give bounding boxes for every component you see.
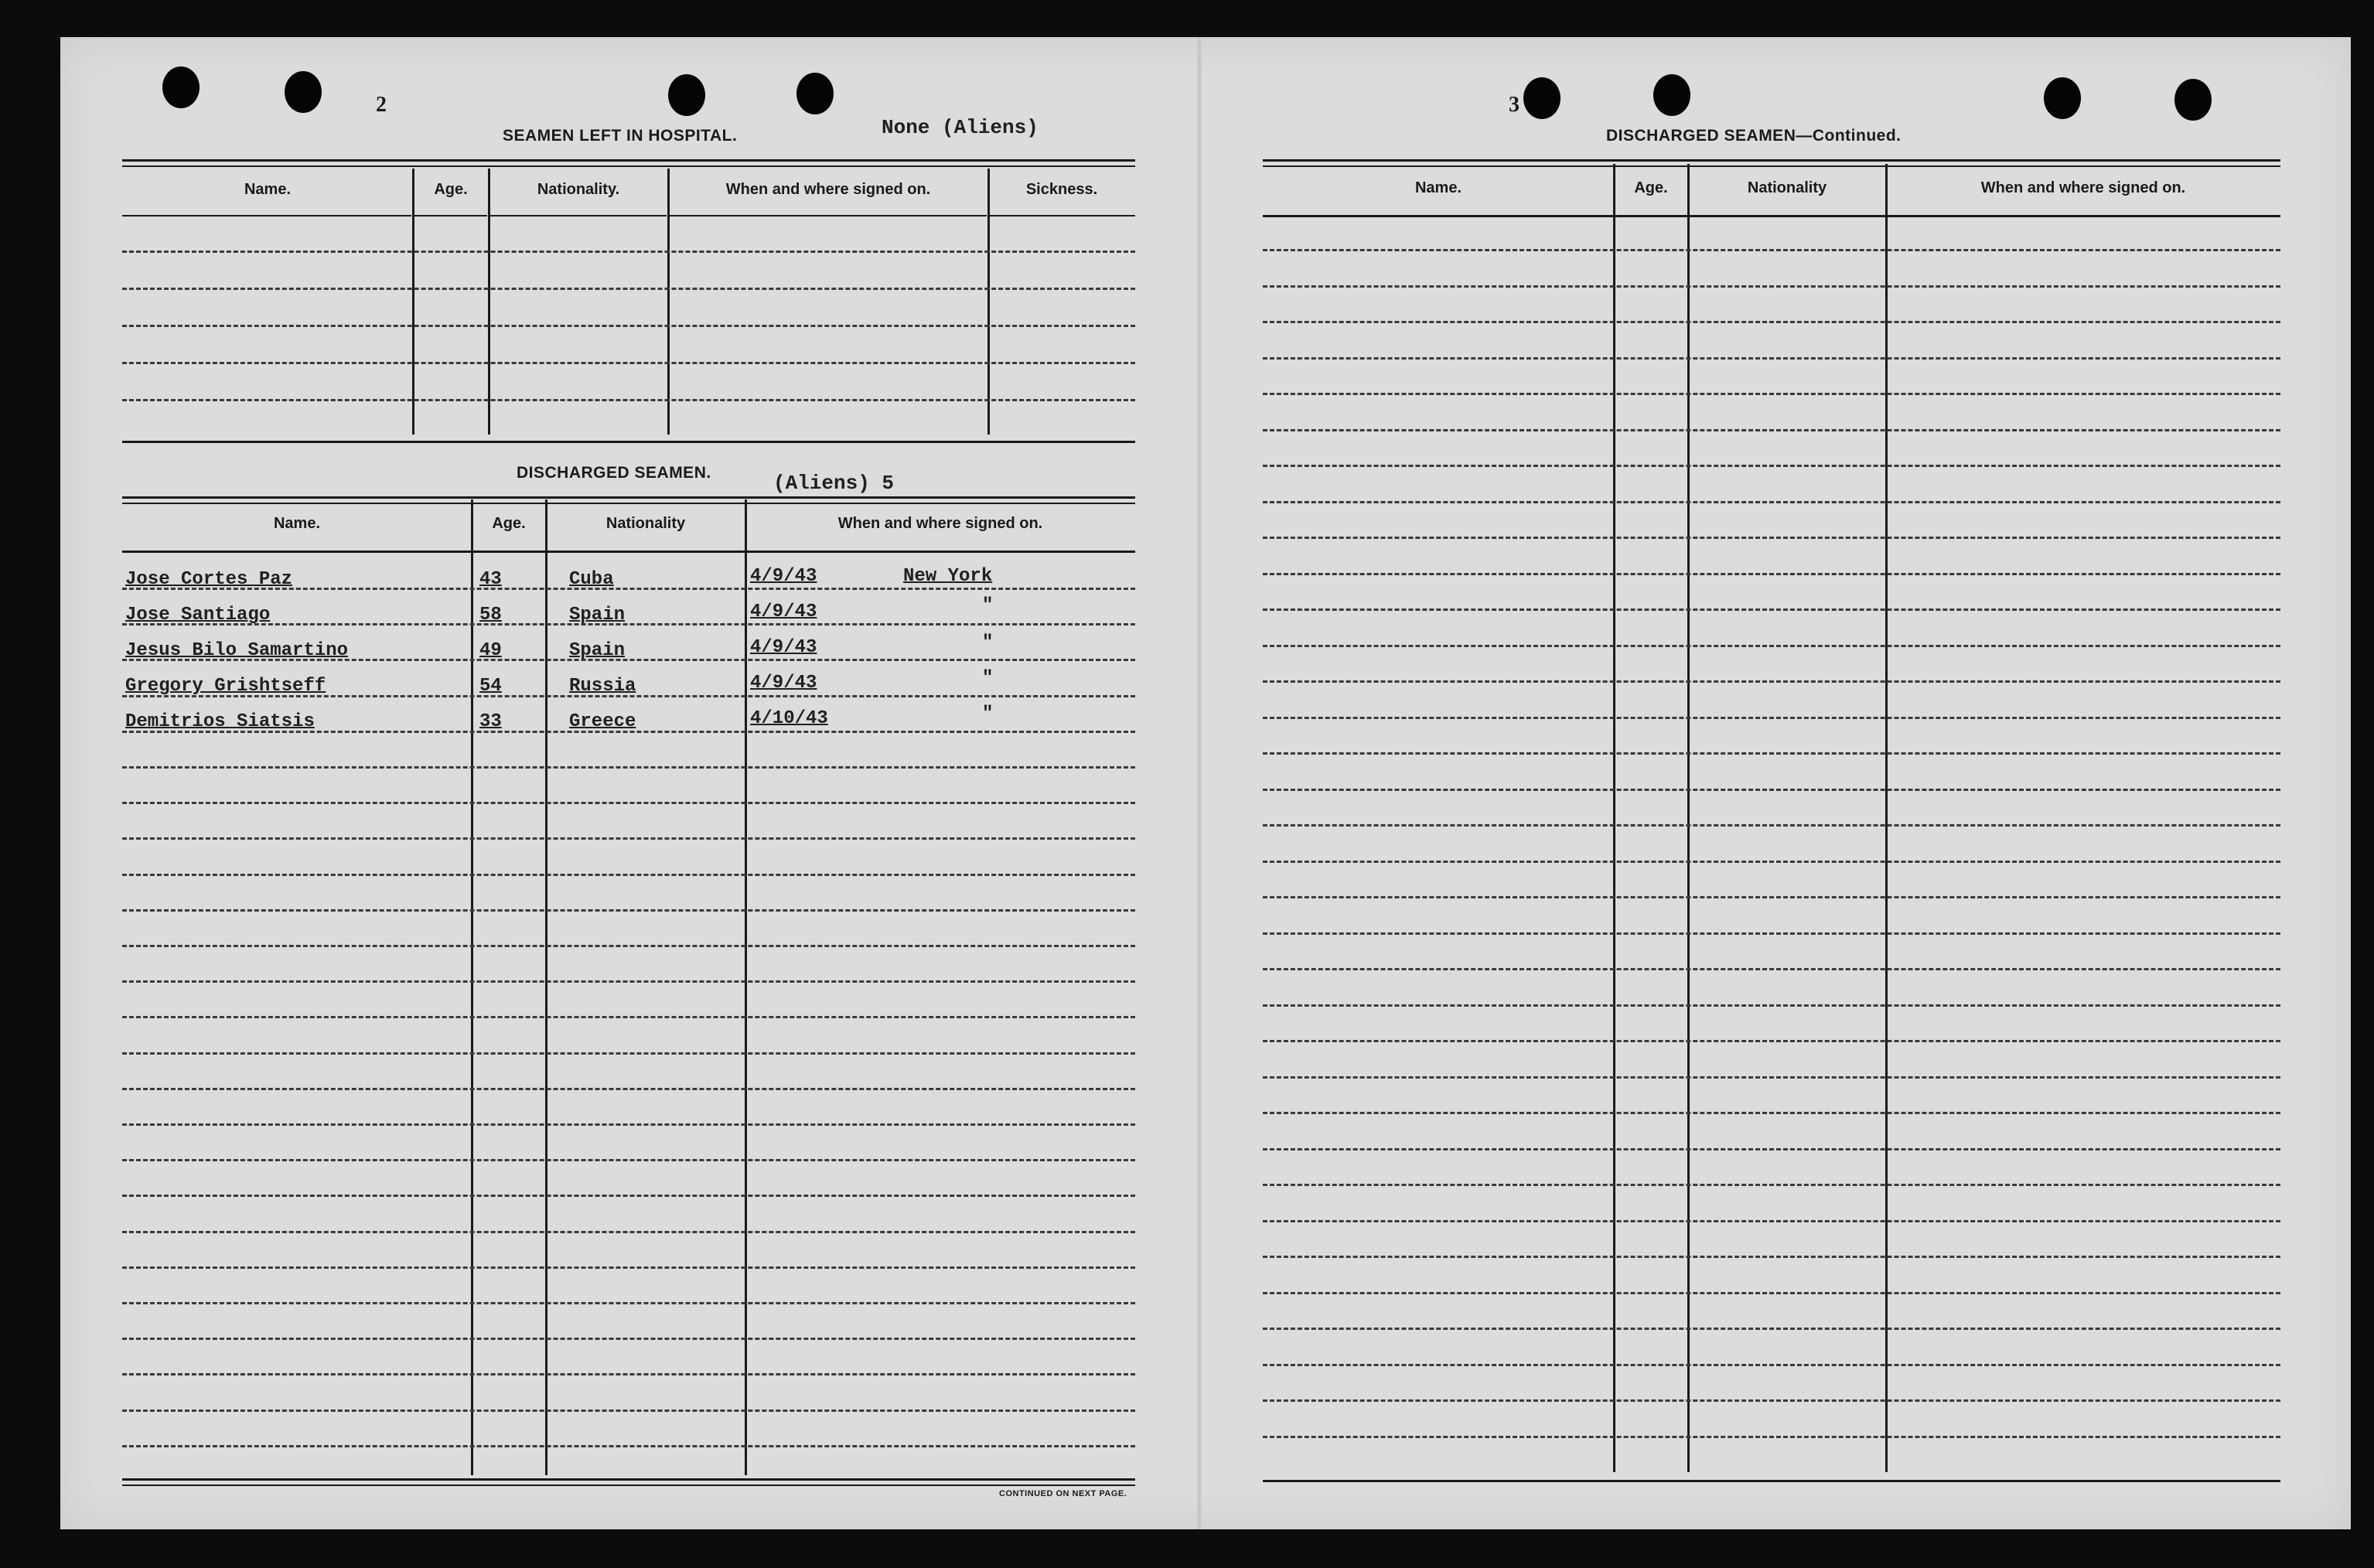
entry-line [122,1195,1135,1197]
right-page [1263,37,2280,1529]
entry-line [122,802,1135,804]
entry-line [122,1231,1135,1233]
entry-line [122,766,1135,769]
entry-nationality: Spain [569,605,626,625]
page-fold [1197,37,1202,1529]
entry-nationality: Greece [569,711,636,732]
entry-line [1263,1328,2280,1330]
entry-line [1263,1220,2280,1222]
entry-line [1263,1112,2280,1114]
col-header-nationality: Nationality [605,515,686,532]
entry-line [1263,896,2280,898]
entry-line [1263,1256,2280,1258]
entry-place: " [982,632,994,653]
hospital-table-bottom-rule [122,441,1135,443]
col-header-signed-on: When and where signed on. [837,515,1043,532]
entry-age: 54 [479,676,502,697]
page-number: 3 [1509,93,1520,117]
entry-line [1263,1148,2280,1150]
entry-line [122,362,1135,364]
col-header-sickness: Sickness. [1025,181,1098,198]
col-header-age: Age. [1634,179,1668,196]
column-divider [1687,164,1690,1472]
entry-line [1263,357,2280,360]
entry-place: " [982,668,994,689]
right-table-bottom-rule [1263,1480,2280,1482]
entry-place: " [982,595,994,616]
header-bottom-rule [122,551,1135,553]
col-header-age: Age. [434,181,468,198]
entry-line [1263,501,2280,503]
entry-line [122,980,1135,983]
right-table-top-rule [1263,159,2280,162]
entry-line [1263,824,2280,827]
col-header-age: Age. [492,515,526,532]
discharged-table-bottom-rule [122,1478,1135,1481]
col-header-name: Name. [1414,179,1462,196]
entry-line [122,623,1135,625]
entry-date: 4/9/43 [750,566,817,587]
entry-line [122,1052,1135,1055]
entry-line [1263,1040,2280,1042]
column-divider [987,169,990,435]
discharged-typed-note: (Aliens) 5 [773,472,895,495]
entry-line [1263,1004,2280,1007]
entry-line [1263,752,2280,755]
col-header-name: Name. [273,515,321,532]
entry-place: New York [903,566,993,587]
entry-nationality: Cuba [569,569,614,590]
entry-line [122,251,1135,253]
entry-line [1263,1364,2280,1366]
hospital-typed-note: None (Aliens) [882,116,1039,139]
entry-line [1263,1292,2280,1294]
entry-name: Jose Santiago [125,605,271,625]
col-header-name: Name. [244,181,292,198]
entry-line [1263,285,2280,288]
entry-line [1263,465,2280,467]
discharged-table-top-rule [122,496,1135,499]
entry-line [1263,537,2280,539]
column-divider [1613,164,1615,1472]
entry-line [1263,321,2280,323]
entry-age: 49 [479,640,502,661]
entry-line [122,288,1135,290]
entry-line [122,909,1135,912]
entry-name: Gregory Grishtseff [125,676,326,697]
entry-line [1263,249,2280,251]
hospital-table-top-rule [122,159,1135,162]
entry-name: Jesus Bilo Samartino [125,640,349,661]
entry-place: " [982,704,994,724]
entry-line [122,1266,1135,1269]
entry-date: 4/9/43 [750,673,817,694]
entry-line [1263,1399,2280,1402]
entry-name: Demitrios Siatsis [125,711,315,732]
entry-line [122,1016,1135,1018]
header-underline [414,215,487,216]
column-divider [545,499,547,1475]
entry-line [122,1302,1135,1304]
entry-line [1263,1184,2280,1186]
col-header-nationality: Nationality. [537,181,620,198]
col-header-nationality: Nationality [1747,179,1827,196]
entry-line [1263,573,2280,575]
entry-line [1263,932,2280,935]
entry-line [1263,429,2280,431]
column-divider [488,169,490,435]
entry-nationality: Spain [569,640,626,661]
entry-line [1263,1076,2280,1079]
discharged-continued-title: DISCHARGED SEAMEN—Continued. [1606,127,1902,145]
header-bottom-rule [1263,215,2280,217]
entry-line [122,1409,1135,1412]
entry-line [122,945,1135,947]
entry-line [1263,789,2280,791]
header-underline [122,215,411,216]
entry-line [1263,1436,2280,1438]
entry-line [122,874,1135,876]
entry-date: 4/9/43 [750,637,817,658]
entry-line [1263,393,2280,395]
entry-line [1263,645,2280,647]
entry-age: 33 [479,711,502,732]
entry-age: 43 [479,569,502,590]
entry-nationality: Russia [569,676,636,697]
page-number: 2 [376,93,387,117]
entry-line [122,1088,1135,1090]
record-sheet [60,37,2351,1529]
entry-name: Jose Cortes Paz [125,569,293,590]
entry-age: 58 [479,605,502,625]
header-underline [670,215,987,216]
left-page [122,37,1135,1529]
discharged-section-title: DISCHARGED SEAMEN. [517,464,711,482]
continued-note: CONTINUED ON NEXT PAGE. [999,1489,1127,1498]
col-header-signed-on: When and where signed on. [1980,179,2186,196]
column-divider [471,499,473,1475]
entry-line [122,1123,1135,1126]
entry-line [122,1445,1135,1447]
hospital-section-title: SEAMEN LEFT IN HOSPITAL. [503,127,738,145]
entry-line [1263,717,2280,719]
entry-line [1263,968,2280,970]
entry-line [1263,680,2280,683]
header-underline [990,215,1135,216]
col-header-signed-on: When and where signed on. [725,181,931,198]
entry-line [122,837,1135,840]
header-underline [490,215,667,216]
column-divider [745,499,747,1475]
entry-line [122,1373,1135,1375]
entry-date: 4/9/43 [750,602,817,622]
entry-line [122,399,1135,401]
column-divider [1885,164,1888,1472]
entry-line [122,1159,1135,1161]
entry-line [1263,608,2280,611]
entry-date: 4/10/43 [750,708,828,729]
entry-line [1263,861,2280,863]
entry-line [122,1338,1135,1340]
column-divider [667,169,670,435]
entry-line [122,325,1135,327]
column-divider [412,169,414,435]
